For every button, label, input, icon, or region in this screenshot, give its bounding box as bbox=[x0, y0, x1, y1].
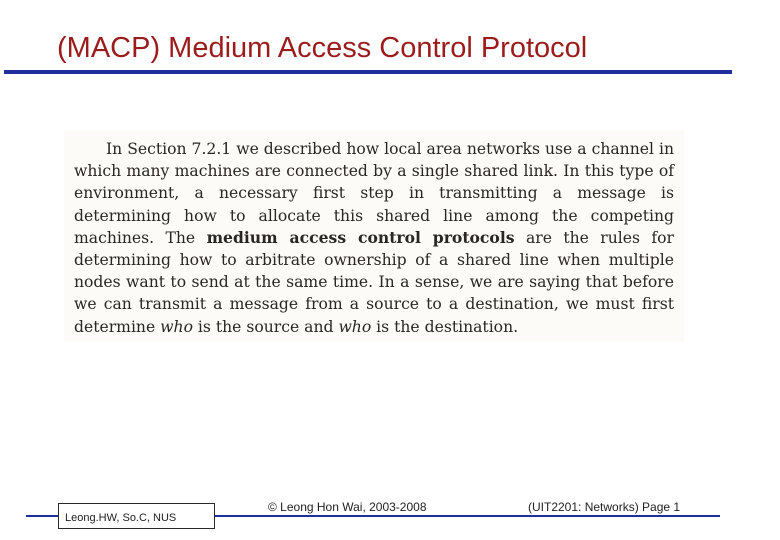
excerpt-italic-2: who bbox=[338, 317, 372, 336]
excerpt-bold-term: medium access control protocols bbox=[206, 227, 515, 247]
excerpt-text-2: are the rules for determining how to arbitrate ownership of a shared line when multiple nodes want to send at the same time. In a sense, we are saying that before we can transmit a message from a source to a destination, we must first determine bbox=[74, 228, 674, 336]
excerpt-text-1: In Section 7.2.1 we described how local area networks use a channel in which many machines are connected by a single shared link. In this type of environment, a necessary first step in transmitting a message is determining how to allocate this shared line among the competing machines. The bbox=[74, 140, 674, 247]
excerpt-text-4: is the destination. bbox=[371, 317, 519, 336]
footer-copyright: © Leong Hon Wai, 2003-2008 bbox=[268, 500, 427, 514]
scanned-excerpt bbox=[64, 130, 684, 342]
excerpt-text-3: is the source and bbox=[192, 317, 339, 336]
excerpt-paragraph bbox=[74, 138, 674, 338]
footer-page-info: (UIT2201: Networks) Page 1 bbox=[528, 500, 681, 514]
footer-author: Leong.HW, So.C, NUS bbox=[58, 503, 215, 529]
slide-title: (MACP) Medium Access Control Protocol bbox=[57, 32, 588, 64]
title-divider bbox=[4, 70, 732, 74]
excerpt-italic-1: who bbox=[160, 317, 193, 336]
